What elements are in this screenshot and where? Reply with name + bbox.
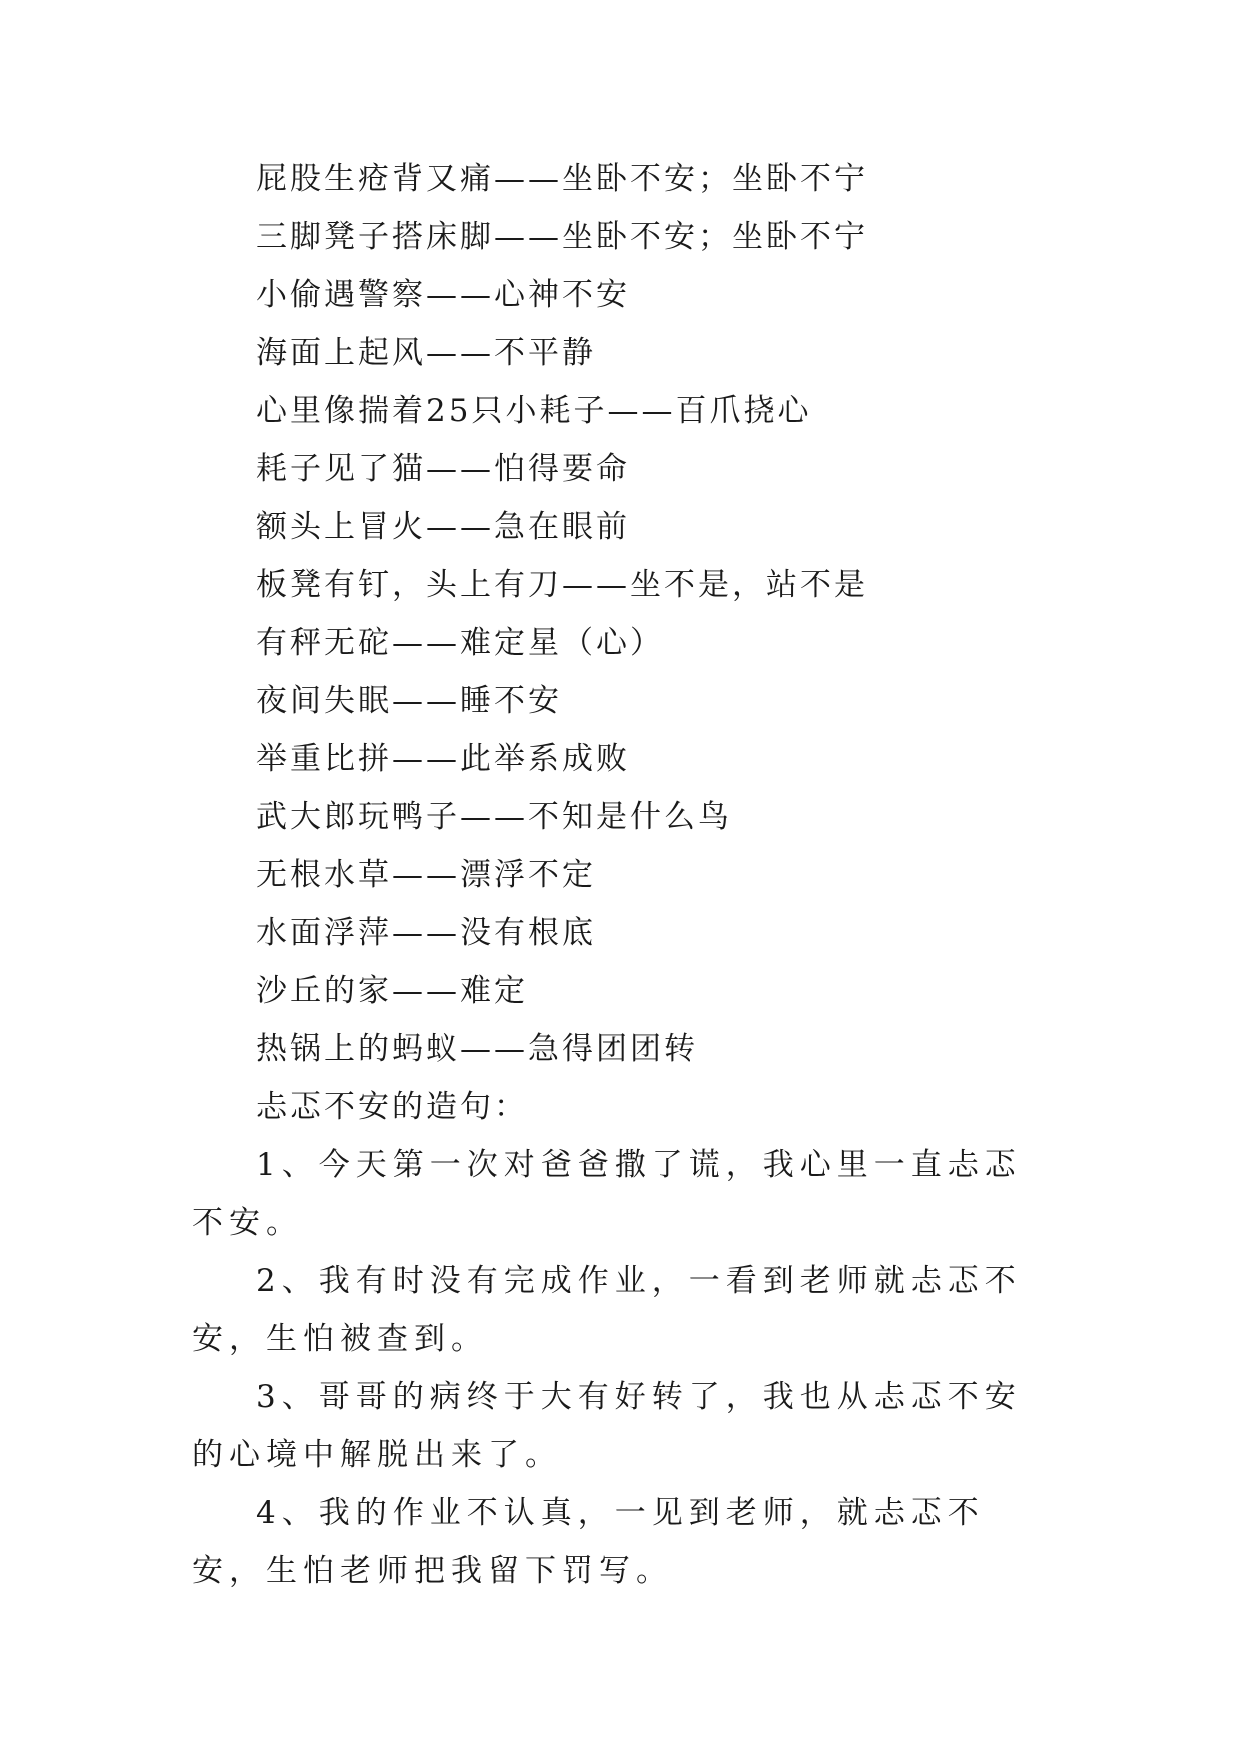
xiehouyu-line: 心里像揣着25只小耗子——百爪挠心 (256, 393, 812, 429)
sentences-heading: 忐忑不安的造句： (256, 1089, 528, 1125)
xiehouyu-line: 三脚凳子搭床脚——坐卧不安；坐卧不宁 (256, 219, 868, 255)
xiehouyu-line: 沙丘的家——难定 (256, 973, 528, 1009)
example-sentence: 1、今天第一次对爸爸撒了谎，我心里一直忐忑不安。 (192, 1147, 1022, 1241)
xiehouyu-line: 板凳有钉，头上有刀——坐不是，站不是 (256, 567, 868, 603)
xiehouyu-line: 武大郎玩鸭子——不知是什么鸟 (256, 799, 732, 835)
example-sentence: 2、我有时没有完成作业，一看到老师就忐忑不安，生怕被查到。 (192, 1263, 1022, 1357)
example-sentence: 3、哥哥的病终于大有好转了，我也从忐忑不安的心境中解脱出来了。 (192, 1379, 1022, 1473)
xiehouyu-line: 有秤无砣——难定星（心） (256, 625, 664, 661)
xiehouyu-line: 热锅上的蚂蚁——急得团团转 (256, 1031, 698, 1067)
xiehouyu-line: 额头上冒火——急在眼前 (256, 509, 630, 545)
xiehouyu-line: 屁股生疮背又痛——坐卧不安；坐卧不宁 (256, 161, 868, 197)
xiehouyu-line: 耗子见了猫——怕得要命 (256, 451, 630, 487)
xiehouyu-line: 海面上起风——不平静 (256, 335, 596, 371)
xiehouyu-line: 小偷遇警察——心神不安 (256, 277, 630, 313)
xiehouyu-line: 无根水草——漂浮不定 (256, 857, 596, 893)
example-sentence: 4、我的作业不认真，一见到老师，就忐忑不安，生怕老师把我留下罚写。 (192, 1495, 985, 1589)
xiehouyu-line: 举重比拼——此举系成败 (256, 741, 630, 777)
xiehouyu-line: 水面浮萍——没有根底 (256, 915, 596, 951)
document-body (192, 150, 1052, 1600)
xiehouyu-line: 夜间失眠——睡不安 (256, 683, 562, 719)
